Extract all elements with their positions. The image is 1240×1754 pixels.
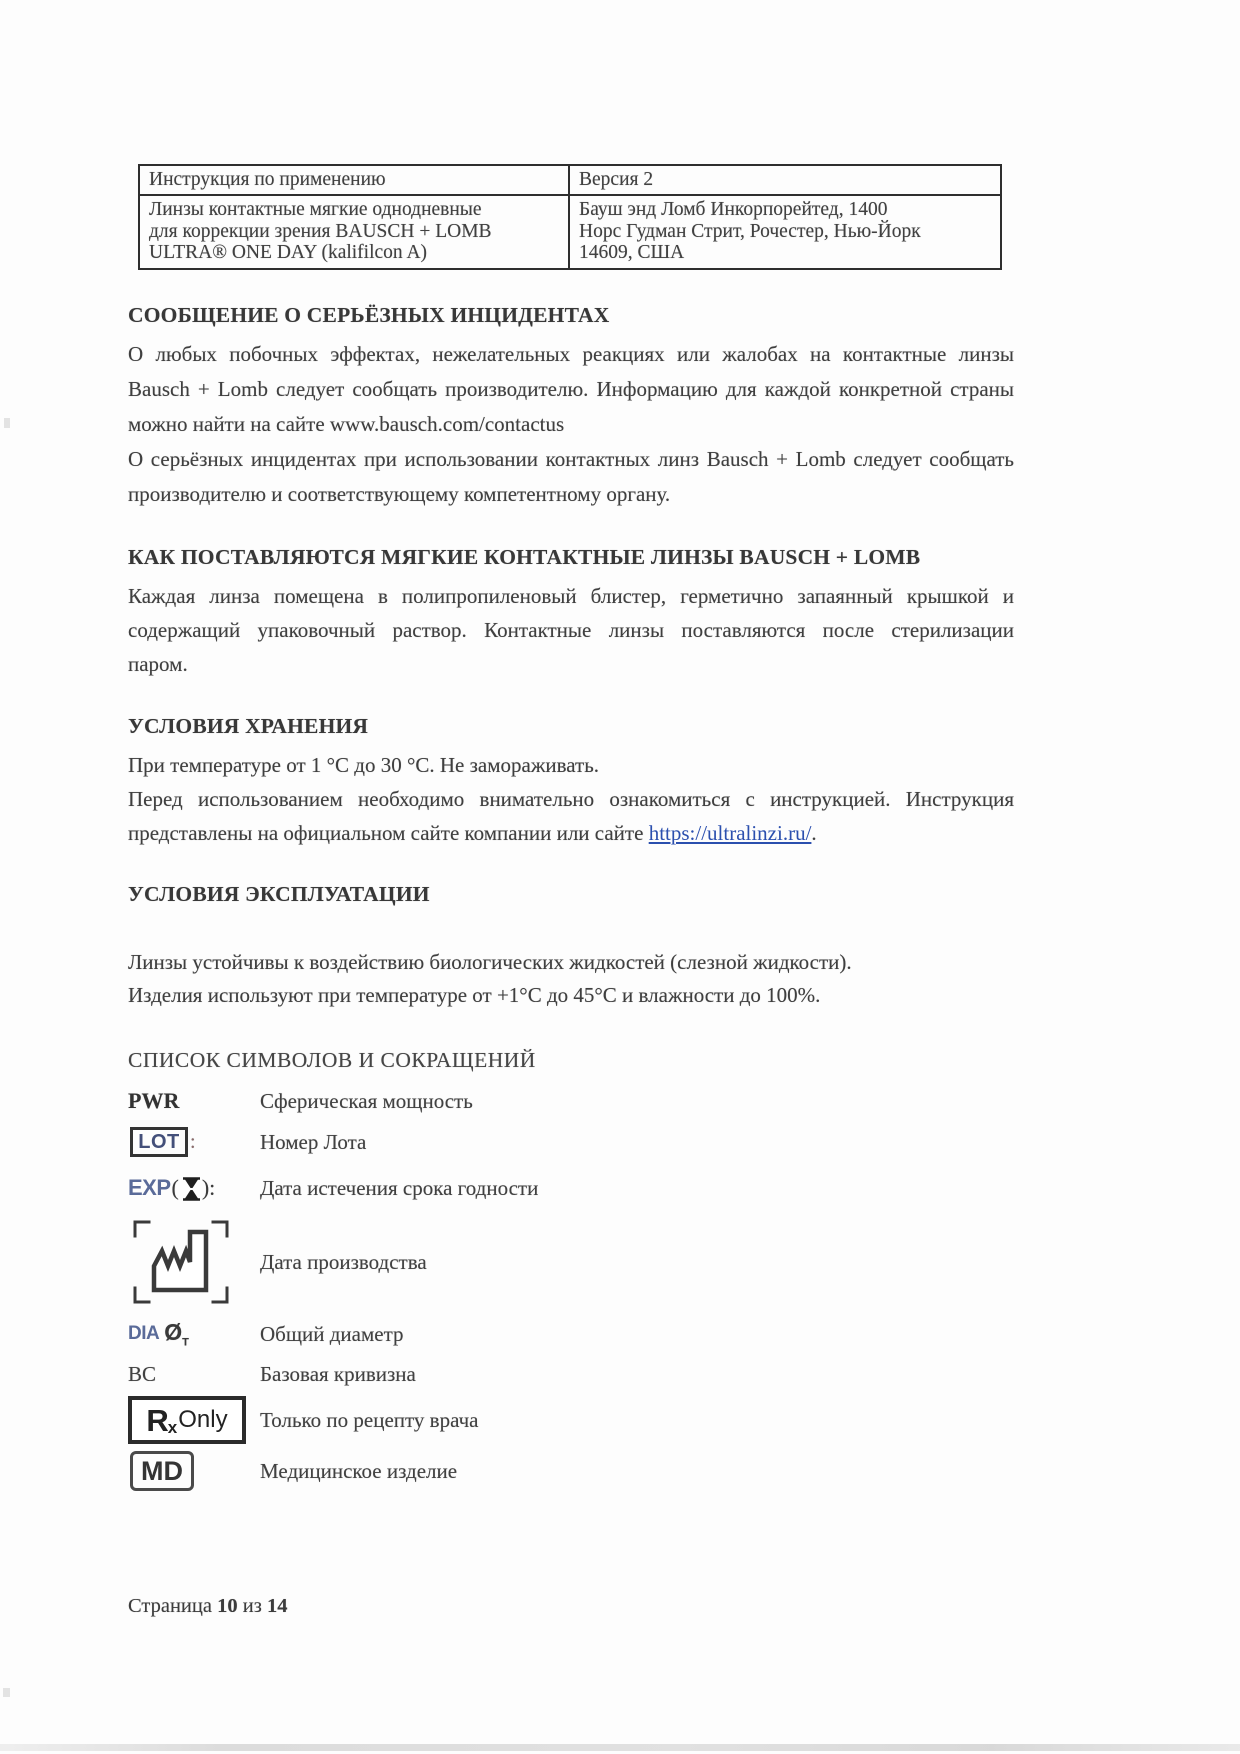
manufacturer-line: Норс Гудман Стрит, Рочестер, Нью-Йорк [579, 220, 921, 242]
body-line: можно найти на сайте www.bausch.com/contactus [128, 412, 565, 436]
manufacture-date-icon [130, 1217, 232, 1307]
symbol-label: Общий диаметр [260, 1321, 404, 1346]
table-header-version: Версия 2 [579, 169, 654, 190]
scan-speck [4, 418, 10, 428]
table-cell-manufacturer [570, 196, 1000, 268]
symbol-label: Только по рецепту врача [260, 1407, 479, 1432]
section-heading: УСЛОВИЯ ЭКСПЛУАТАЦИИ [128, 882, 430, 906]
body-line: Перед использованием необходимо внимательно ознакомиться с инструкцией. Инструкция [128, 787, 1014, 811]
diameter-icon [164, 1319, 189, 1349]
phi-subscript: T [182, 1336, 189, 1349]
symbol-row-lot [128, 1120, 1014, 1164]
product-line: Линзы контактные мягкие однодневные [149, 199, 482, 220]
symbol-row-diameter [128, 1312, 1014, 1356]
phi-glyph: Ø [164, 1319, 183, 1346]
symbol-row-manufacture-date [128, 1212, 1014, 1312]
spacer [128, 916, 1014, 946]
rx-r: R [146, 1402, 169, 1438]
symbol-row-exp [128, 1164, 1014, 1212]
rx-x: x [167, 1417, 178, 1437]
section-heading: СООБЩЕНИЕ О СЕРЬЁЗНЫХ ИНЦИДЕНТАХ [128, 303, 610, 327]
dia-symbol: DIA [128, 1323, 160, 1344]
product-line: ULTRA® ONE DAY (kalifilcon A) [149, 242, 428, 263]
body-line: О серьёзных инцидентах при использовании контактных линз Bausch + Lomb следует сообщать [128, 447, 1014, 471]
scan-artifact-bar [0, 1744, 1240, 1751]
lot-icon-text: LOT [138, 1130, 180, 1153]
body-line: паром. [128, 652, 188, 676]
ultralinzi-link[interactable]: https://ultralinzi.ru/ [648, 821, 812, 845]
symbol-label: Базовая кривизна [260, 1361, 416, 1386]
body-line: содержащий упаковочный раствор. Контактные линзы поставляются после стерилизации [128, 618, 1014, 642]
table-header-instruction: Инструкция по применению [140, 166, 570, 194]
section-symbols [128, 1048, 1014, 1494]
body-line [128, 816, 1014, 850]
product-info-table [138, 164, 1002, 270]
body-line: Изделия используют при температуре от +1°С до 45°С и влажности до 100%. [128, 983, 821, 1007]
rx-only-text: Only [178, 1406, 228, 1433]
md-icon-text: MD [141, 1455, 183, 1486]
table-body-row [140, 196, 1000, 268]
md-icon [130, 1451, 194, 1491]
footer-page: 10 [217, 1595, 238, 1617]
rx-only-icon [128, 1396, 246, 1444]
footer-infix: из [242, 1595, 262, 1617]
table-header-row [140, 166, 1000, 196]
symbol-label: Номер Лота [260, 1129, 367, 1154]
exp-symbol: EXP [128, 1175, 171, 1200]
body-line: Линзы устойчивы к воздействию биологических жидкостей (слезной жидкости). [128, 950, 852, 974]
section-incidents [128, 303, 1014, 512]
paren-close: ): [201, 1175, 216, 1200]
body-line: О любых побочных эффектах, нежелательных реакциях или жалобах на контактные линзы [128, 342, 1014, 366]
page-number [128, 1595, 287, 1618]
section-storage [128, 714, 1014, 850]
body-text: . [811, 821, 817, 845]
symbol-row-pwr [128, 1082, 1014, 1120]
footer-prefix: Страница [128, 1595, 212, 1617]
section-heading: УСЛОВИЯ ХРАНЕНИЯ [128, 714, 369, 738]
body-text: представлены на официальном сайте компании или сайте [128, 821, 649, 845]
body-line: Bausch + Lomb следует сообщать производителю. Информацию для каждой конкретной страны [128, 377, 1014, 401]
bc-symbol: BC [128, 1361, 157, 1386]
symbol-row-rx-only [128, 1392, 1014, 1448]
symbol-label: Сферическая мощность [260, 1088, 473, 1113]
lot-colon: : [190, 1130, 196, 1153]
symbol-row-bc [128, 1356, 1014, 1392]
section-operating [128, 882, 1014, 1012]
hourglass-icon [182, 1177, 201, 1201]
symbol-label: Дата истечения срока годности [260, 1175, 539, 1200]
table-cell-product [140, 196, 570, 268]
section-supply [128, 545, 1014, 681]
paren-open: ( [171, 1175, 179, 1200]
symbol-label: Дата производства [260, 1249, 427, 1274]
section-heading: КАК ПОСТАВЛЯЮТСЯ МЯГКИЕ КОНТАКТНЫЕ ЛИНЗЫ BAUSCH + LOMB [128, 545, 921, 569]
body-line: производителю и соответствующему компетентному органу. [128, 482, 671, 506]
section-heading: СПИСОК СИМВОЛОВ И СОКРАЩЕНИЙ [128, 1048, 536, 1072]
footer-total: 14 [266, 1595, 288, 1617]
body-line: Каждая линза помещена в полипропиленовый блистер, герметично запаянный крышкой и [128, 584, 1014, 608]
symbol-row-md [128, 1448, 1014, 1494]
symbol-label: Медицинское изделие [260, 1458, 458, 1483]
scan-speck [3, 1688, 10, 1697]
lot-icon [130, 1127, 188, 1157]
pwr-symbol: PWR [128, 1088, 180, 1113]
product-line: для коррекции зрения BAUSCH + LOMB [149, 220, 492, 242]
body-line: При температуре от 1 °С до 30 °С. Не замораживать. [128, 753, 600, 777]
manufacturer-line: 14609, США [579, 242, 685, 263]
manufacturer-line: Бауш энд Ломб Инкорпорейтед, 1400 [579, 199, 888, 220]
